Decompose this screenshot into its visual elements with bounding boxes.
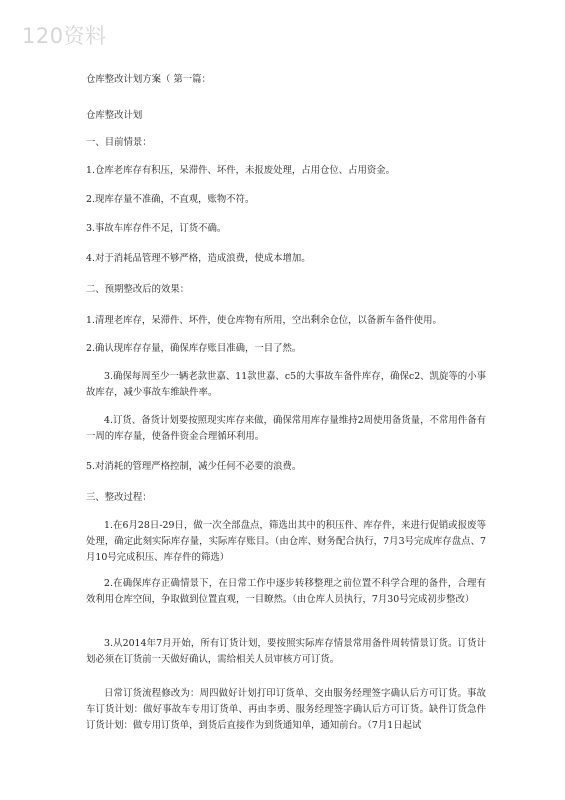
paragraph: 3.事故车库存件不足，订货不确。 xyxy=(86,223,227,234)
watermark-logo: 120资料 xyxy=(22,24,107,48)
document-title: 仓库整改计划方案（ 第一篇： xyxy=(86,74,211,85)
paragraph: 3.从2014年7月开始，所有订货计划，要按照实际库存情景常用备件周转情景订货。订货计划必须在订货前一天做好确认，需给相关人员审核方可订货。 xyxy=(86,638,486,665)
paragraph: 4.对于消耗品管理不够严格，造成浪费，使成本增加。 xyxy=(86,253,311,264)
document-subtitle: 仓库整改计划 xyxy=(86,110,143,121)
paragraph: 日常订货流程修改为：周四做好计划打印订货单、交由服务经理签字确认后方可订货。事故车订货计划：做好事故车专用订货单、再由李勇、服务经理签字确认后方可订货。缺件订货急件订货计划：做专用订货单，到货后直接作为到货通知单，通知前台。（7月1日起试 xyxy=(86,688,486,731)
section-heading: 三、整改过程： xyxy=(86,492,152,503)
paragraph: 1.在6月28日-29日，做一次全部盘点，筛选出其中的积压件、库存件，来进行促销或报废等处理，确定此刻实际库存量，实际库存账目。（由仓库、财务配合执行，7月3号完成库存盘点、7月10号完成积压、库存件的筛选） xyxy=(86,520,486,563)
section-heading: 一、目前情景： xyxy=(86,137,152,148)
section-heading: 二、预期整改后的效果： xyxy=(86,284,190,295)
paragraph: 1.仓库老库存有积压，呆滞件、坏件，未报废处理，占用仓位、占用资金。 xyxy=(86,165,395,176)
paragraph: 3.确保每周至少一辆老款世嘉、11款世嘉、c5的大事故车备件库存，确保c2、凯旋等的小事故库存，减少事故车维缺件率。 xyxy=(86,371,486,398)
paragraph: 4.订货、备货计划要按照现实库存来做，确保常用库存量维持2周使用备货量，不常用件备有一周的库存量，使备件资金合理循环利用。 xyxy=(86,415,486,442)
paragraph: 2.现库存量不准确，不直观，账物不符。 xyxy=(86,194,255,205)
paragraph: 2.在确保库存正确情景下，在日常工作中逐步转移整理之前位置不科学合理的备件，合理有效利用仓库空间，争取做到位置直观，一目瞭然。（由仓库人员执行，7月30号完成初步整改） xyxy=(86,578,486,605)
paragraph: 5.对消耗的管理严格控制，减少任何不必要的浪费。 xyxy=(86,461,302,472)
paragraph: 1.清理老库存，呆滞件、坏件，使仓库物有所用，空出剩余仓位，以备新车备件使用。 xyxy=(86,315,442,326)
paragraph: 2.确认现库存存量，确保库存账目准确，一目了然。 xyxy=(86,343,302,354)
